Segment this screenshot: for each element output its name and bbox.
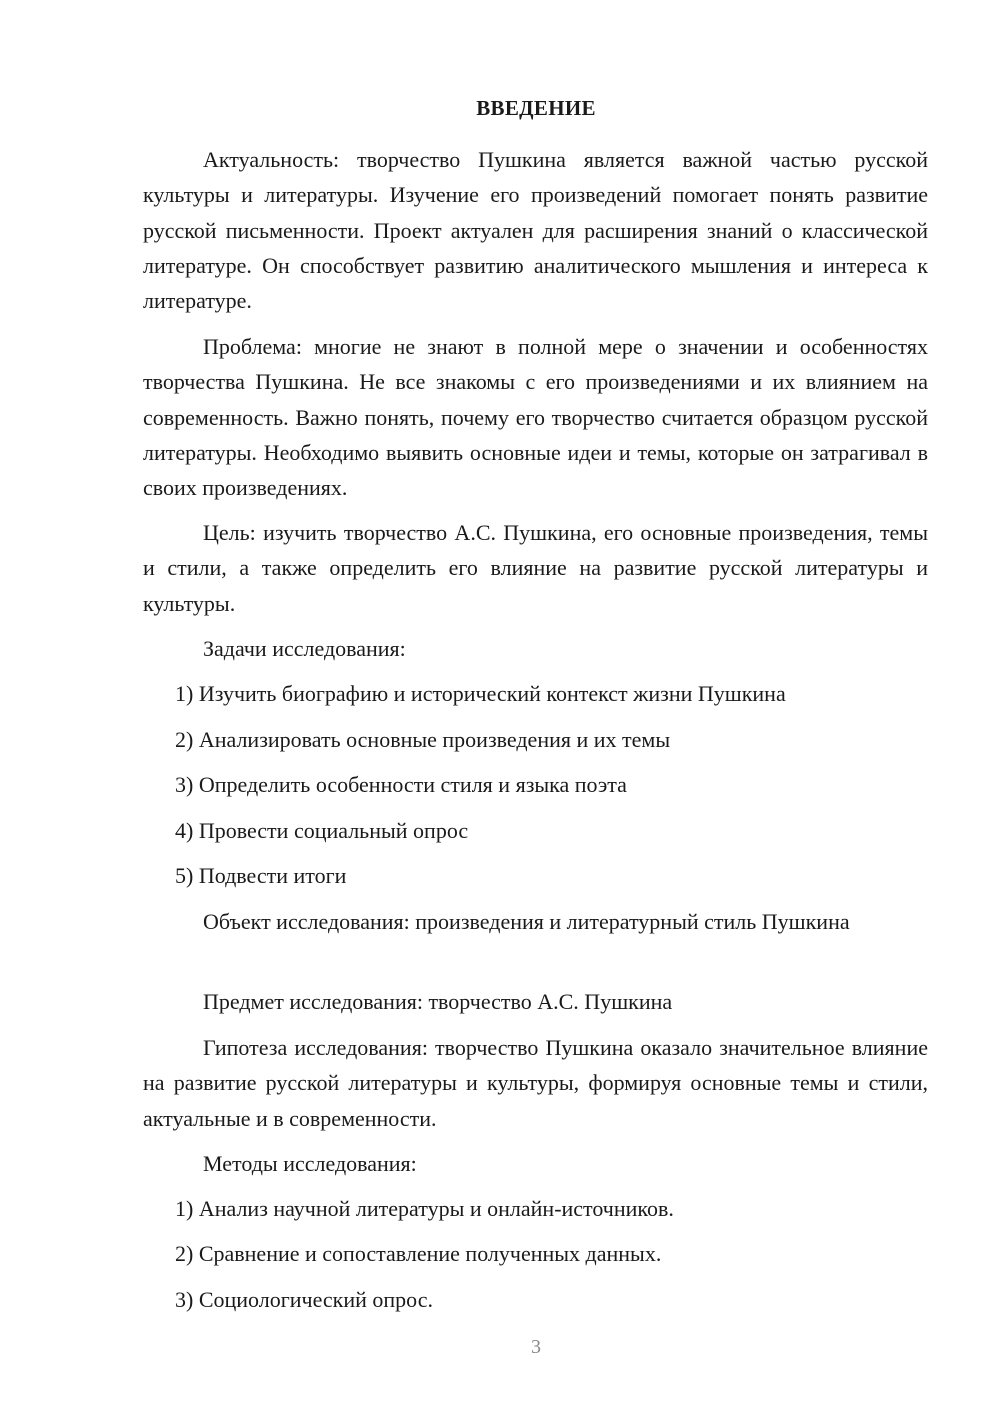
methods-heading: Методы исследования: bbox=[203, 1151, 417, 1176]
task-item: 5) Подвести итоги bbox=[175, 863, 347, 888]
page-number: 3 bbox=[531, 1336, 541, 1358]
hypothesis-paragraph: Гипотеза исследования: творчество Пушкина оказало значительное влияние на развитие русской литературы и культуры, формируя основные темы и стили, актуальные и в современности. bbox=[143, 1035, 928, 1131]
object-paragraph: Объект исследования: произведения и литературный стиль Пушкина bbox=[203, 909, 850, 934]
subject-paragraph: Предмет исследования: творчество А.С. Пушкина bbox=[203, 989, 673, 1014]
task-item: 1) Изучить биографию и исторический контекст жизни Пушкина bbox=[175, 681, 786, 706]
relevance-paragraph: Актуальность: творчество Пушкина является важной частью русской культуры и литературы. Изучение его произведений помогает понять развитие русской письменности. Проект актуален для расширения знаний о классической литературе. Он способствует развитию аналитического мышления и интереса к литературе. bbox=[143, 147, 928, 314]
task-item: 3) Определить особенности стиля и языка поэта bbox=[175, 772, 627, 797]
method-item: 3) Социологический опрос. bbox=[175, 1287, 433, 1312]
method-item: 1) Анализ научной литературы и онлайн-источников. bbox=[175, 1196, 674, 1221]
problem-paragraph: Проблема: многие не знают в полной мере о значении и особенностях творчества Пушкина. Не все знакомы с его произведениями и их влиянием на современность. Важно понять, почему его творчество считается образцом русской литературы. Необходимо выявить основные идеи и темы, которые он затрагивал в своих произведениях. bbox=[143, 334, 928, 501]
tasks-heading: Задачи исследования: bbox=[203, 636, 406, 661]
method-item: 2) Сравнение и сопоставление полученных данных. bbox=[175, 1241, 662, 1266]
goal-paragraph: Цель: изучить творчество А.С. Пушкина, его основные произведения, темы и стили, а также определить его влияние на развитие русской литературы и культуры. bbox=[143, 520, 928, 616]
page-title: ВВЕДЕНИЕ bbox=[476, 96, 596, 120]
task-item: 2) Анализировать основные произведения и их темы bbox=[175, 727, 671, 752]
task-item: 4) Провести социальный опрос bbox=[175, 818, 469, 843]
